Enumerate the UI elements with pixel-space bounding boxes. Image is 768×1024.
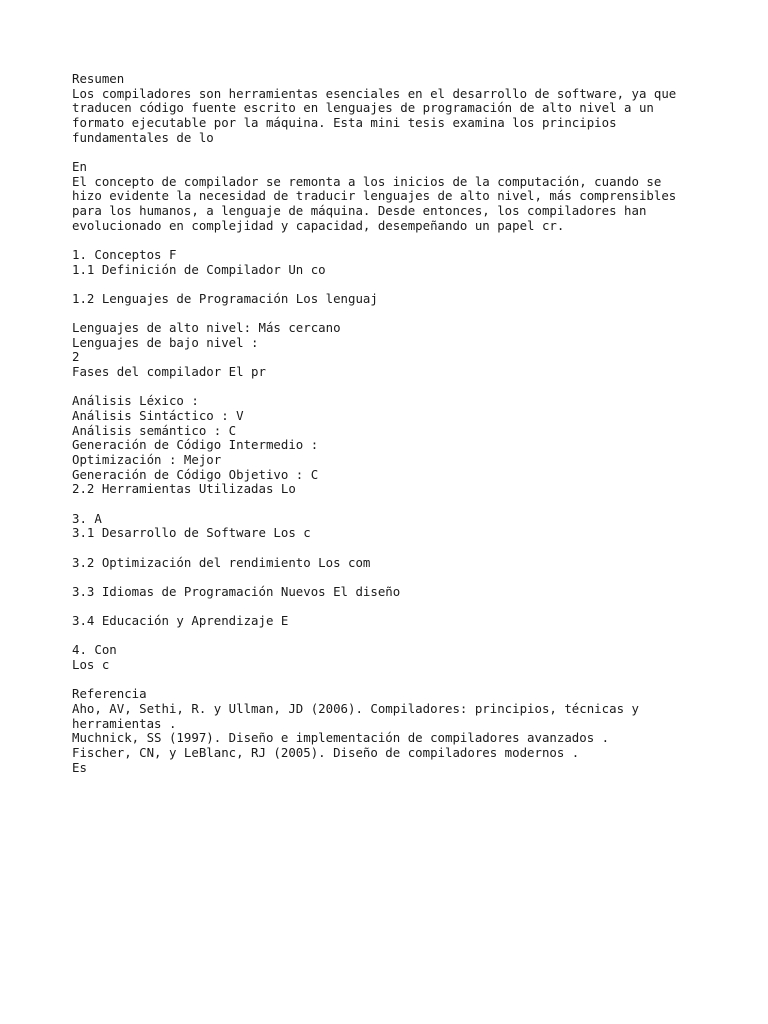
subsection-2-2: 2.2 Herramientas Utilizadas Lo bbox=[72, 481, 296, 497]
introduction-line: hizo evidente la necesidad de traducir lenguajes de alto nivel, más comprensibles bbox=[72, 188, 677, 204]
subsection-3-1: 3.1 Desarrollo de Software Los c bbox=[72, 525, 311, 541]
list-item: Análisis Sintáctico : V bbox=[72, 408, 244, 424]
section-1-heading: 1. Conceptos F bbox=[72, 246, 177, 262]
section-3-heading: 3. A bbox=[72, 510, 102, 526]
abstract-section bbox=[72, 72, 712, 145]
section-4-line: Los c bbox=[72, 657, 110, 673]
reference-entry: Es bbox=[72, 759, 87, 775]
list-item: Generación de Código Intermedio : bbox=[72, 437, 319, 453]
section-3-4 bbox=[72, 614, 712, 629]
list-item: Optimización : Mejor bbox=[72, 451, 222, 467]
section-3-2 bbox=[72, 556, 712, 571]
abstract-heading: Resumen bbox=[72, 71, 125, 86]
section-3-3 bbox=[72, 585, 712, 600]
introduction-section bbox=[72, 160, 712, 233]
section-1-2 bbox=[72, 292, 712, 307]
abstract-line: Los compiladores son herramientas esenciales en el desarrollo de software, ya que bbox=[72, 85, 677, 101]
list-item: Lenguajes de alto nivel: Más cercano bbox=[72, 320, 341, 336]
reference-entry: Muchnick, SS (1997). Diseño e implementación de compiladores avanzados . bbox=[72, 730, 610, 746]
abstract-line: formato ejecutable por la máquina. Esta mini tesis examina los principios bbox=[72, 114, 617, 130]
abstract-line: traducen código fuente escrito en lenguajes de programación de alto nivel a un bbox=[72, 100, 654, 116]
reference-entry: herramientas . bbox=[72, 715, 177, 731]
list-item: Fases del compilador El pr bbox=[72, 364, 266, 380]
subsection-1-1: 1.1 Definición de Compilador Un co bbox=[72, 261, 326, 277]
reference-entry: Fischer, CN, y LeBlanc, RJ (2005). Diseño de compiladores modernos . bbox=[72, 745, 580, 761]
list-item: Análisis semántico : C bbox=[72, 422, 237, 438]
list-item: Análisis Léxico : bbox=[72, 393, 199, 409]
references-section bbox=[72, 687, 712, 775]
references-heading: Referencia bbox=[72, 686, 147, 702]
reference-entry: Aho, AV, Sethi, R. y Ullman, JD (2006). Compiladores: principios, técnicas y bbox=[72, 701, 639, 717]
document-page bbox=[72, 72, 712, 790]
introduction-heading: En bbox=[72, 158, 87, 174]
introduction-line: El concepto de compilador se remonta a los inicios de la computación, cuando se bbox=[72, 173, 662, 189]
subsection-1-2: 1.2 Lenguajes de Programación Los lenguaj bbox=[72, 290, 378, 306]
language-levels-list bbox=[72, 321, 712, 380]
list-item: Lenguajes de bajo nivel : bbox=[72, 334, 259, 350]
subsection-3-4: 3.4 Educación y Aprendizaje E bbox=[72, 613, 289, 629]
section-1 bbox=[72, 248, 712, 277]
section-4 bbox=[72, 643, 712, 672]
abstract-line: fundamentales de lo bbox=[72, 129, 214, 145]
section-3 bbox=[72, 512, 712, 541]
list-item: 2 bbox=[72, 349, 80, 365]
list-item: Generación de Código Objetivo : C bbox=[72, 466, 319, 482]
section-4-heading: 4. Con bbox=[72, 642, 117, 658]
introduction-line: para los humanos, a lenguaje de máquina. Desde entonces, los compiladores han bbox=[72, 202, 647, 218]
subsection-3-3: 3.3 Idiomas de Programación Nuevos El diseño bbox=[72, 583, 401, 599]
introduction-line: evolucionado en complejidad y capacidad, desempeñando un papel cr. bbox=[72, 217, 565, 233]
compiler-phases-list bbox=[72, 394, 712, 497]
subsection-3-2: 3.2 Optimización del rendimiento Los com bbox=[72, 554, 371, 570]
